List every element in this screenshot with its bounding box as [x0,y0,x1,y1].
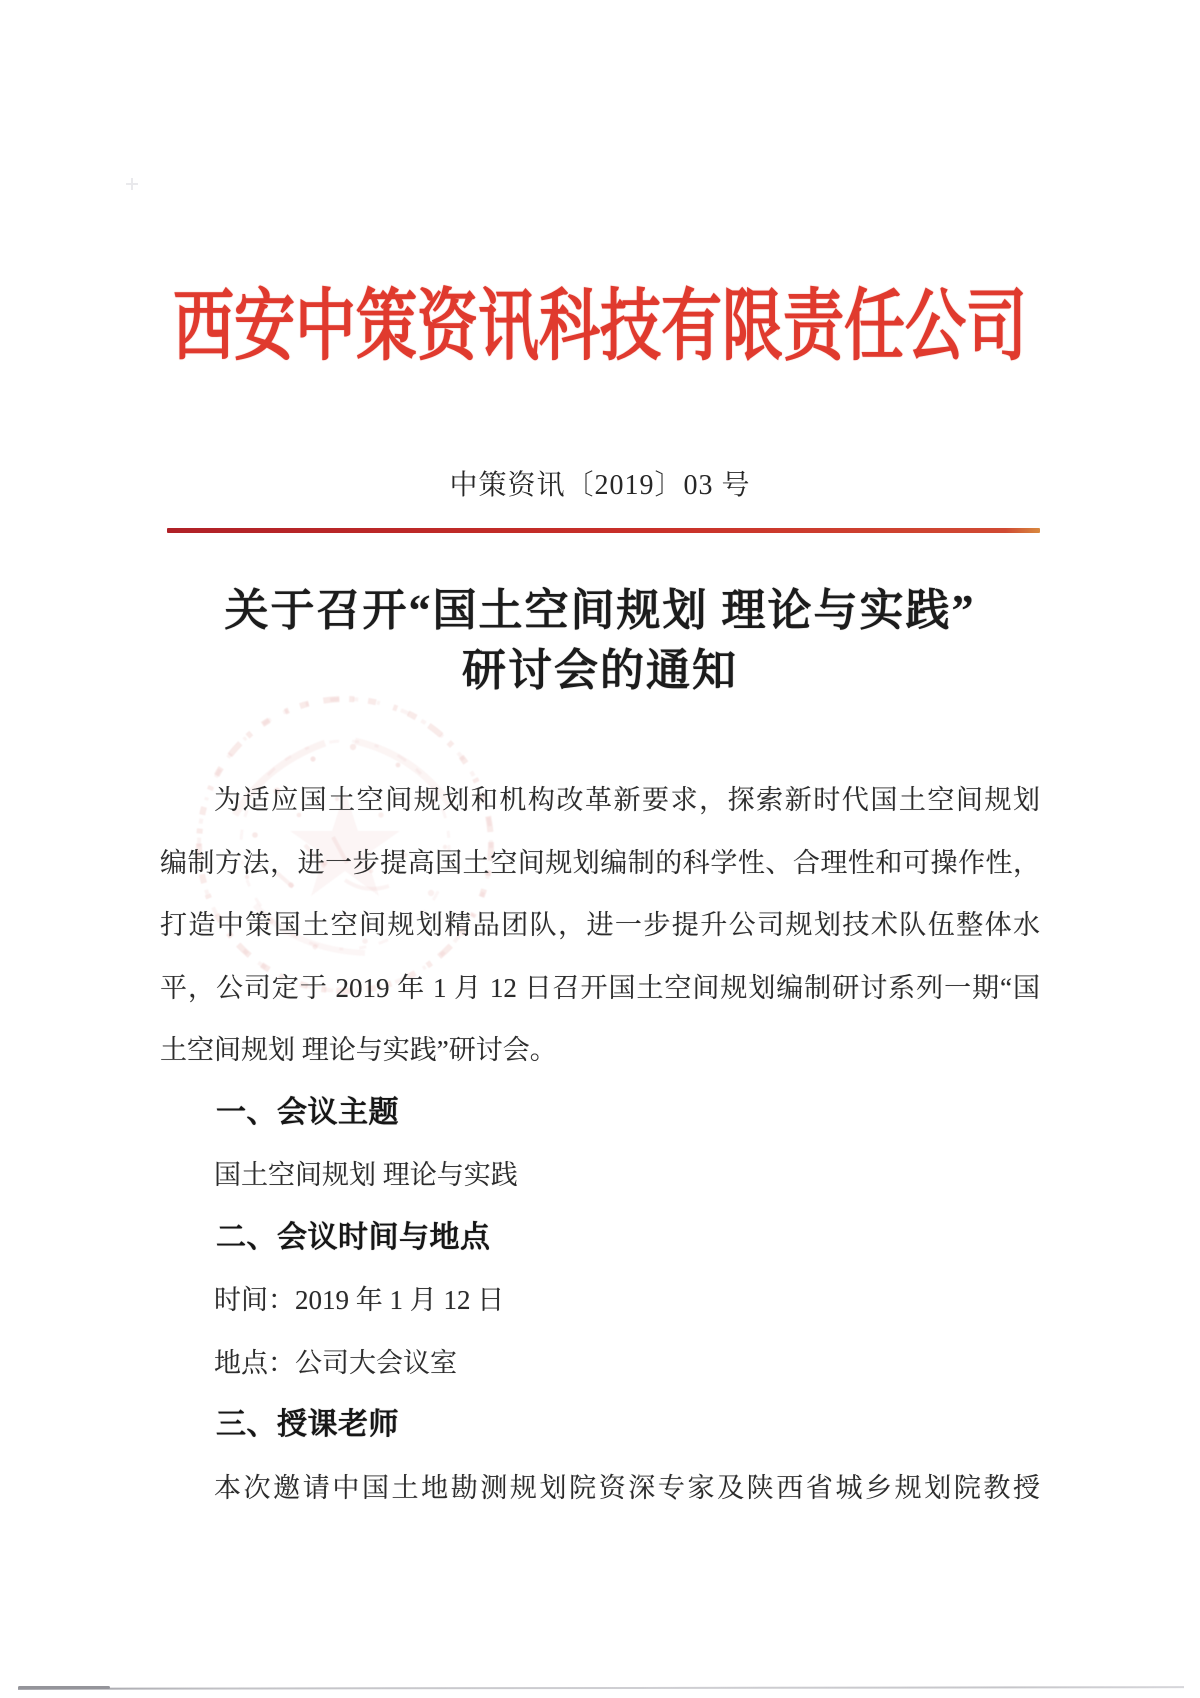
paragraph-line: 为适应国土空间规划和机构改革新要求，探索新时代国土空间规划 [214,785,1040,815]
red-divider-rule [167,528,1040,533]
section-line-place: 地点：公司大会议室 [214,1347,457,1378]
doc-title-line-2: 研讨会的通知 [462,646,738,695]
section-heading-lecturer: 三、授课老师 [216,1408,399,1441]
letterhead-company-name: 西安中策资讯科技有限责任公司 [172,284,1027,371]
paragraph-line: 土空间规划 理论与实践”研讨会。 [160,1035,557,1065]
document-body [160,769,1040,1519]
section-heading-time-place: 二、会议时间与地点 [216,1220,491,1254]
section-line-topic: 国土空间规划 理论与实践 [214,1160,518,1190]
section-line-lecturer: 本次邀请中国土地勘测规划院资深专家及陕西省城乡规划院教授 [214,1472,1040,1503]
scan-artifact-line-left [18,1686,110,1689]
paragraph-line: 平，公司定于 2019 年 1 月 12 日召开国土空间规划编制研讨系列一期“国 [160,972,1040,1003]
fold-mark [126,178,138,190]
section-heading-topic: 一、会议主题 [216,1095,399,1129]
section-line-time: 时间：2019 年 1 月 12 日 [214,1285,505,1315]
paragraph-line: 编制方法，进一步提高国土空间规划编制的科学性、合理性和可操作性， [160,847,1040,878]
scan-artifact-line [18,1686,1184,1690]
doc-number: 中策资讯〔2019〕03 号 [449,470,751,501]
doc-title-line-1: 关于召开“国土空间规划 理论与实践” [224,586,976,635]
paragraph-line: 打造中策国土空间规划精品团队，进一步提升公司规划技术队伍整体水 [160,910,1040,940]
